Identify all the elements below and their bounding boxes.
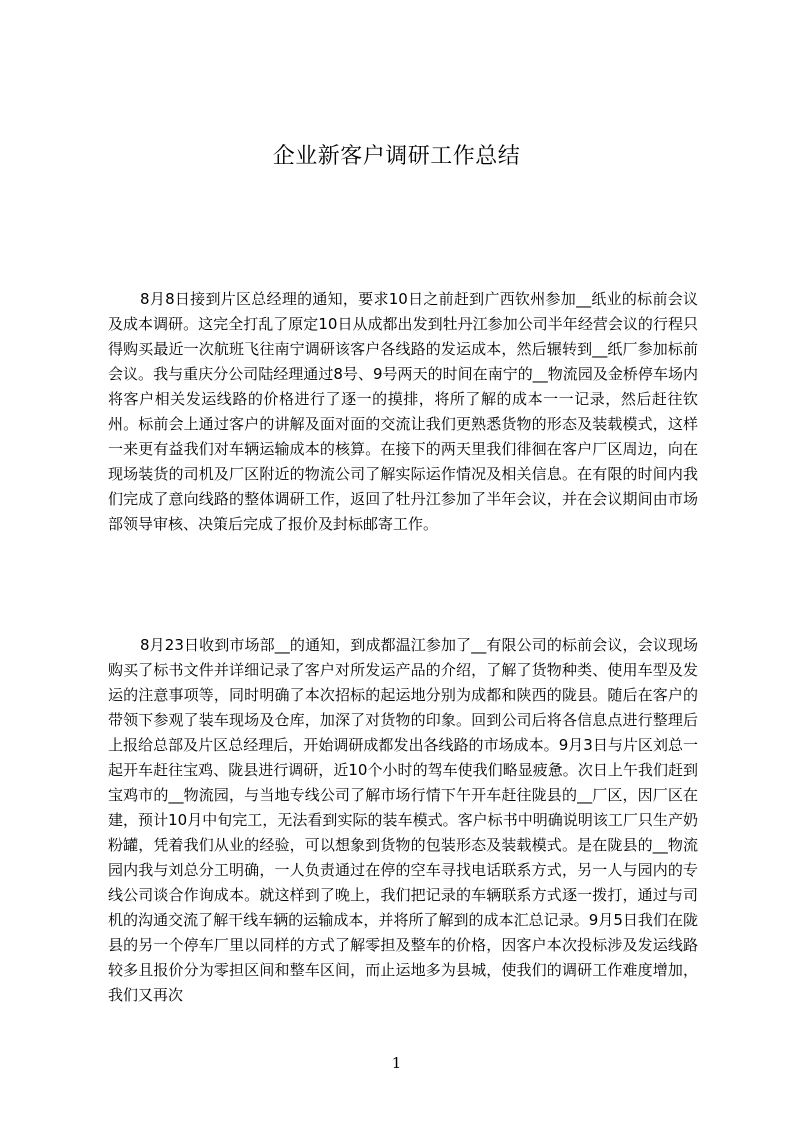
page-number: 1 [391, 1054, 402, 1072]
paragraph-trip-guangxi: 8月8日接到片区总经理的通知，要求10日之前赶到广西钦州参加__纸业的标前会议及成本调研。这完全打乱了原定10日从成都出发到牡丹江参加公司半年经营会议的行程只得购买最近一次航班飞往南宁调研该客户各线路的发运成本，然后辗转到__纸厂参加标前会议。我与重庆分公司陆经理通过8号、9号两天的时间在南宁的__物流园及金桥停车场内将客户相关发运线路的价格进行了逐一的摸排，将所了解的成本一一记录，然后赶往钦州。标前会上通过客户的讲解及面对面的交流让我们更熟悉货物的形态及装载模式，这样一来更有益我们对车辆运输成本的核算。在接下的两天里我们徘徊在客户厂区周边，向在现场装货的司机及厂区附近的物流公司了解实际运作情况及相关信息。在有限的时间内我们完成了意向线路的整体调研工作，返回了牡丹江参加了半年会议，并在会议期间由市场部领导审核、决策后完成了报价及封标邮寄工作。 [108, 290, 698, 533]
paragraph-trip-chengdu-longxian: 8月23日收到市场部__的通知，到成都温江参加了__有限公司的标前会议，会议现场购买了标书文件并详细记录了客户对所发运产品的介绍，了解了货物种类、使用车型及发运的注意事项等，同时明确了本次招标的起运地分别为成都和陕西的陇县。随后在客户的带领下参观了装车现场及仓库，加深了对货物的印象。回到公司后将各信息点进行整理后上报给总部及片区总经理后，开始调研成都发出各线路的市场成本。9月3日与片区刘总一起开车赶往宝鸡、陇县进行调研，近10个小时的驾车使我们略显疲惫。次日上午我们赶到宝鸡市的__物流园，与当地专线公司了解市场行情下午开车赶往陇县的__厂区，因厂区在建，预计10月中旬完工，无法看到实际的装车模式。客户标书中明确说明该工厂只生产奶粉罐，凭着我们从业的经验，可以想象到货物的包装形态及装载模式。是在陇县的__物流园内我与刘总分工明确，一人负责通过在停的空车寻找电话联系方式，另一人与园内的专线公司谈合作询成本。就这样到了晚上，我们把记录的车辆联系方式逐一拨打，通过与司机的沟通交流了解干线车辆的运输成本，并将所了解到的成本汇总记录。9月5日我们在陇县的另一个停车厂里以同样的方式了解零担及整车的价格，因客户本次投标涉及发运线路较多且报价分为零担区间和整车区间，而止运地多为县城，使我们的调研工作难度增加，我们又再次 [108, 636, 698, 1004]
document-title: 企业新客户调研工作总结 [272, 144, 521, 169]
